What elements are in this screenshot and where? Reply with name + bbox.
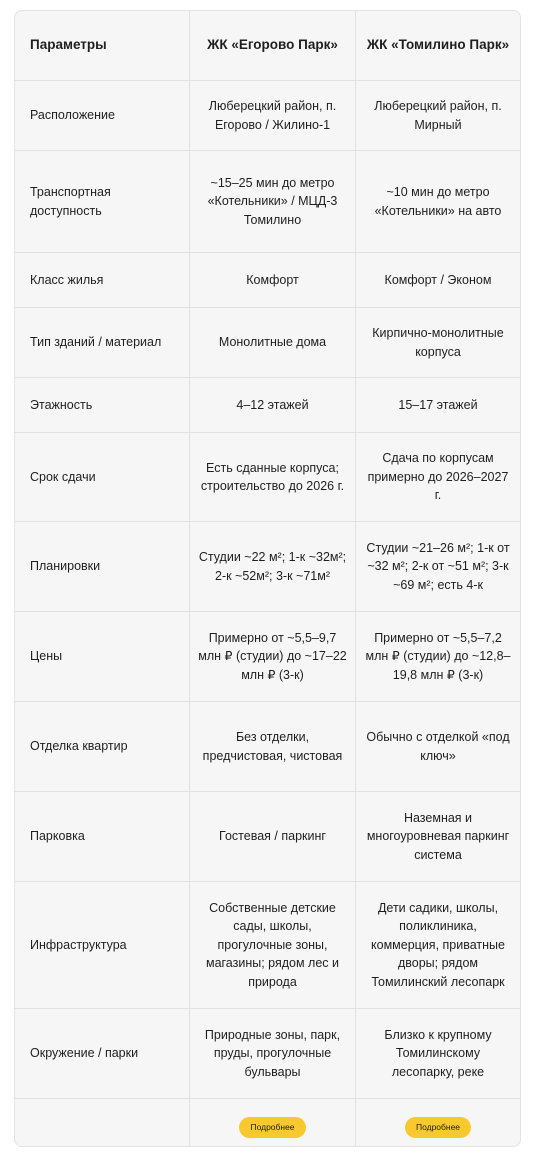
- header-param: Параметры: [30, 37, 107, 53]
- row-value-egorovo: Студии ~22 м²; 1-к ~32м²; 2-к ~52м²; 3-к ~71м²: [189, 522, 355, 611]
- row-value-tomilino: Комфорт / Эконом: [355, 253, 520, 307]
- row-value-tomilino: 15–17 этажей: [355, 378, 520, 432]
- table-row: [15, 612, 520, 702]
- row-param: Планировки: [30, 559, 101, 574]
- table-row: [15, 522, 520, 612]
- table-row: [15, 1009, 520, 1099]
- row-value-egorovo: Гостевая / паркинг: [189, 792, 355, 881]
- row-param: Срок сдачи: [30, 469, 96, 484]
- row-value-tomilino: Дети садики, школы, поликлиника, коммерция, приватные дворы; рядом Томилинский лесопарк: [355, 882, 520, 1008]
- row-value-egorovo: Монолитные дома: [189, 308, 355, 377]
- table-row: [15, 702, 520, 792]
- row-value-tomilino: Кирпично-монолитные корпуса: [355, 308, 520, 377]
- row-value-egorovo: ~15–25 мин до метро «Котельники» / МЦД-3 Томилино: [189, 151, 355, 252]
- table-row: [15, 308, 520, 378]
- row-param: Окружение / парки: [30, 1046, 139, 1061]
- table-row: [15, 253, 520, 308]
- row-param: Класс жилья: [30, 272, 104, 287]
- row-param: Тип зданий / материал: [30, 335, 162, 350]
- more-button-egorovo[interactable]: Подробнее: [239, 1117, 305, 1138]
- footer-egorovo-cell: [189, 1099, 355, 1147]
- row-value-tomilino: Близко к крупному Томилинскому лесопарку, реке: [355, 1009, 520, 1098]
- row-param: Расположение: [30, 108, 115, 123]
- row-value-tomilino: ~10 мин до метро «Котельники» на авто: [355, 151, 520, 252]
- row-param: Парковка: [30, 829, 85, 844]
- row-value-egorovo: Люберецкий район, п. Егорово / Жилино-1: [189, 81, 355, 150]
- row-param: Цены: [30, 649, 63, 664]
- row-param: Отделка квартир: [30, 739, 128, 754]
- row-value-tomilino: Обычно с отделкой «под ключ»: [355, 702, 520, 791]
- row-value-tomilino: Студии ~21–26 м²; 1-к от ~32 м²; 2-к от ~51 м²; 3-к ~69 м²; есть 4-к: [355, 522, 520, 611]
- row-value-egorovo: Собственные детские сады, школы, прогулочные зоны, магазины; рядом лес и природа: [189, 882, 355, 1008]
- row-value-tomilino: Наземная и многоуровневая паркинг система: [355, 792, 520, 881]
- header-egorovo-park: ЖК «Егорово Парк»: [189, 11, 355, 80]
- footer-empty-cell: [15, 1099, 189, 1147]
- row-value-egorovo: Примерно от ~5,5–9,7 млн ₽ (студии) до ~17–22 млн ₽ (3-к): [189, 612, 355, 701]
- table-footer-row: [15, 1099, 520, 1147]
- row-value-egorovo: Есть сданные корпуса; строительство до 2026 г.: [189, 433, 355, 521]
- table-row: [15, 882, 520, 1009]
- row-value-egorovo: Комфорт: [189, 253, 355, 307]
- comparison-table: [14, 10, 521, 1147]
- row-value-tomilino: Сдача по корпусам примерно до 2026–2027 г.: [355, 433, 520, 521]
- table-row: [15, 792, 520, 882]
- table-row: [15, 378, 520, 433]
- row-value-egorovo: Без отделки, предчистовая, чистовая: [189, 702, 355, 791]
- row-value-tomilino: Примерно от ~5,5–7,2 млн ₽ (студии) до ~12,8–19,8 млн ₽ (3-к): [355, 612, 520, 701]
- row-param: Этажность: [30, 397, 93, 412]
- footer-tomilino-cell: [355, 1099, 520, 1147]
- row-value-egorovo: Природные зоны, парк, пруды, прогулочные бульвары: [189, 1009, 355, 1098]
- header-tomilino-park: ЖК «Томилино Парк»: [355, 11, 520, 80]
- table-row: [15, 433, 520, 522]
- row-value-tomilino: Люберецкий район, п. Мирный: [355, 81, 520, 150]
- row-param: Инфраструктура: [30, 937, 127, 952]
- row-param: Транспортная доступность: [30, 185, 111, 218]
- row-value-egorovo: 4–12 этажей: [189, 378, 355, 432]
- more-button-tomilino[interactable]: Подробнее: [405, 1117, 471, 1138]
- table-row: [15, 151, 520, 253]
- table-row: [15, 81, 520, 151]
- table-header-row: [15, 11, 520, 81]
